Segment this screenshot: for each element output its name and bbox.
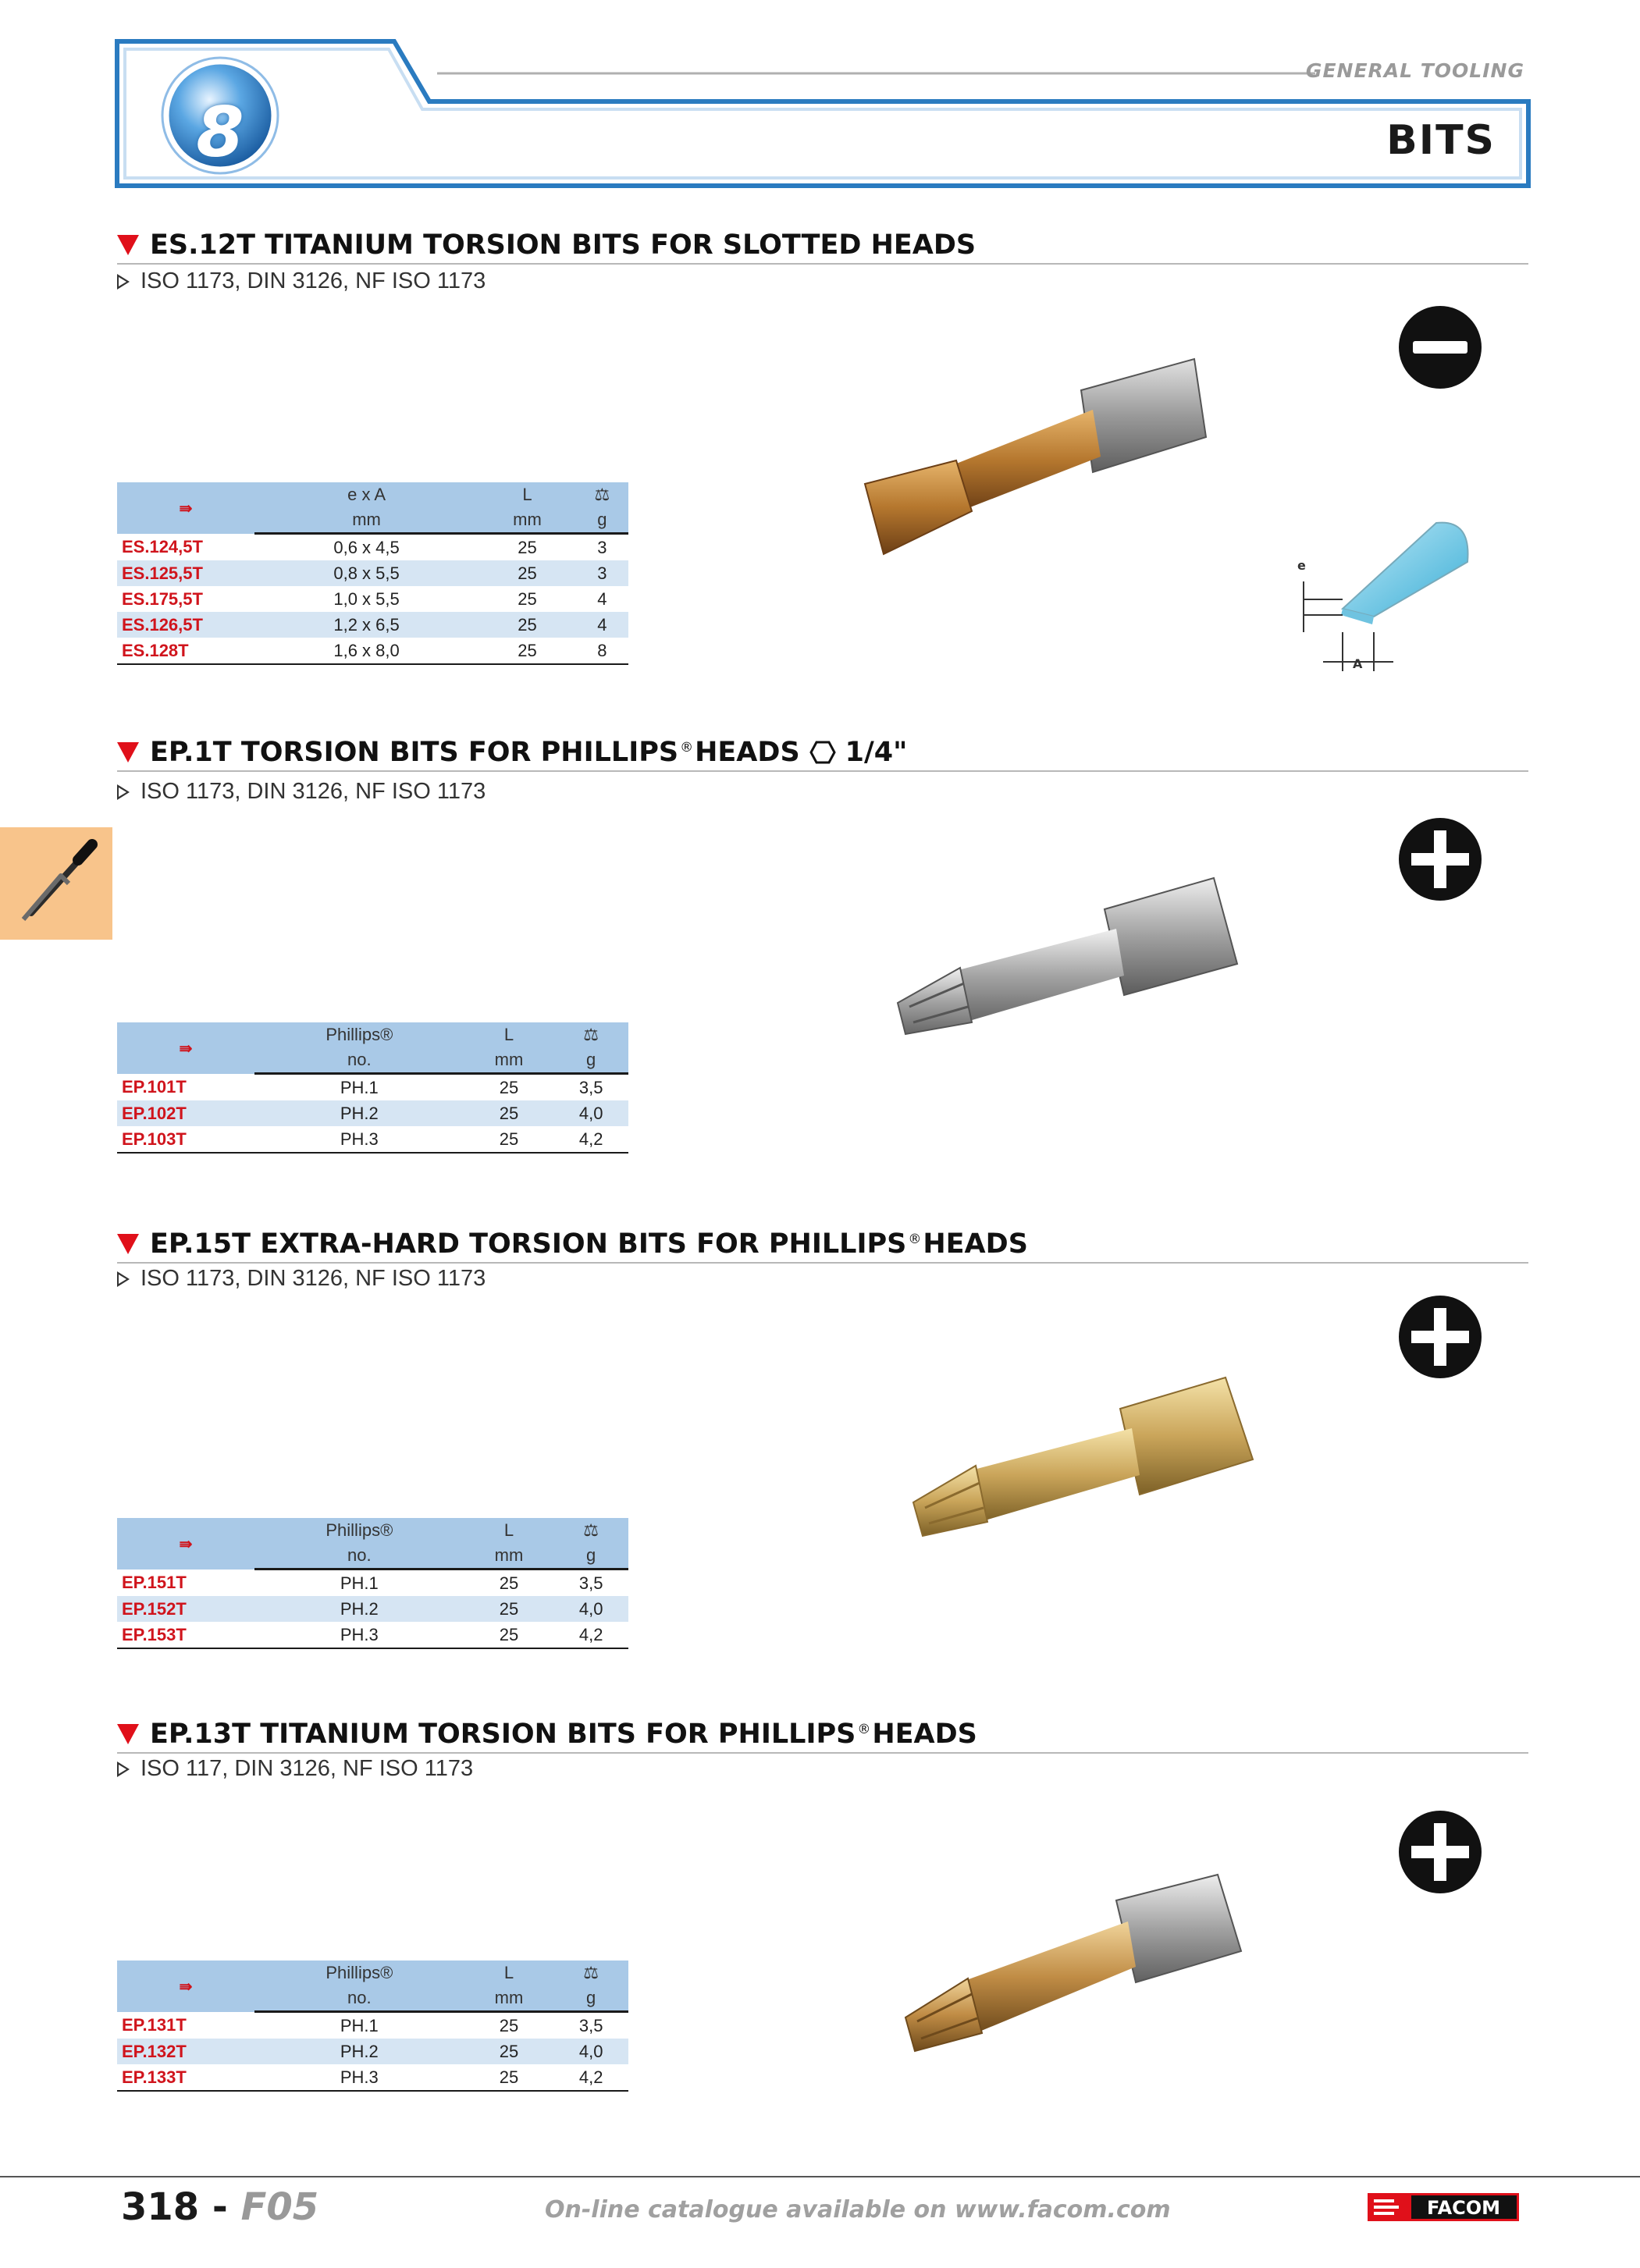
col-unit: mm — [478, 507, 576, 534]
weight-icon: ⚖ — [583, 1520, 599, 1540]
brand-logo-icon: ⇛ — [179, 499, 193, 517]
table-row: EP.103T PH.3 25 4,2 — [117, 1126, 628, 1153]
table-row: ES.124,5T 0,6 x 4,5 25 3 — [122, 536, 607, 557]
weight-icon: ⚖ — [594, 485, 610, 504]
table-header-row — [117, 482, 628, 507]
table-row: ES.128T 1,6 x 8,0 25 8 — [117, 638, 628, 664]
table-row: EP.131T PH.1 25 3,5 — [122, 2014, 603, 2035]
brand-logo-icon: ⇛ — [179, 1978, 193, 1996]
col-header: Phillips® — [326, 1025, 393, 1044]
section-divider — [117, 770, 1528, 772]
footer-divider — [0, 2176, 1640, 2177]
col-unit: mm — [464, 1047, 554, 1074]
open-triangle-icon — [117, 784, 130, 800]
section-title-ep13t: EP.13T TITANIUM TORSION BITS FOR PHILLIPS ® HEADS — [117, 1717, 977, 1751]
section-standards: ISO 1173, DIN 3126, NF ISO 1173 — [117, 268, 486, 294]
open-triangle-icon — [117, 1761, 130, 1777]
table-row: ES.125,5T 0,8 x 5,5 25 3 — [117, 560, 628, 586]
slot-tip-diagram — [1280, 515, 1491, 679]
section-standards: ISO 1173, DIN 3126, NF ISO 1173 — [117, 779, 486, 805]
footer-online-link[interactable]: On-line catalogue available on www.facom.com — [545, 2196, 1171, 2224]
spec-table-ep15t — [117, 1518, 628, 1649]
footer-page-number: 318 - F05 — [121, 2185, 319, 2229]
table-row: EP.152T PH.2 25 4,0 — [117, 1596, 628, 1622]
page-title: BITS — [1386, 117, 1496, 164]
dim-label-e: e — [1297, 558, 1306, 573]
section-divider — [117, 1752, 1528, 1754]
col-unit: mm — [254, 507, 478, 534]
table-row: EP.153T PH.3 25 4,2 — [117, 1622, 628, 1648]
table-row: ES.126,5T 1,2 x 6,5 25 4 — [117, 612, 628, 638]
section-standards: ISO 117, DIN 3126, NF ISO 1173 — [117, 1756, 473, 1782]
spec-table-ep13t — [117, 1961, 628, 2092]
col-header: Phillips® — [326, 1520, 393, 1540]
red-triangle-icon — [117, 235, 139, 255]
col-header: e x A — [347, 485, 386, 504]
chapter-number: 8 — [196, 92, 244, 172]
brand-logo-icon: ⇛ — [179, 1535, 193, 1553]
col-unit: mm — [464, 1985, 554, 2012]
side-tab — [0, 827, 112, 940]
red-triangle-icon — [117, 1234, 139, 1254]
header-category: GENERAL TOOLING — [1305, 59, 1524, 82]
col-unit: g — [553, 1047, 628, 1074]
table-header-row — [117, 1518, 628, 1543]
hexagon-drive-icon — [809, 741, 836, 764]
red-triangle-icon — [117, 742, 139, 763]
section-standards: ISO 1173, DIN 3126, NF ISO 1173 — [117, 1266, 486, 1292]
weight-icon: ⚖ — [583, 1025, 599, 1044]
col-header: L — [522, 485, 532, 504]
extra-hard-bit-image — [905, 1366, 1265, 1553]
col-unit: no. — [254, 1047, 464, 1074]
table-row: ES.175,5T 1,0 x 5,5 25 4 — [122, 588, 607, 609]
col-header: Phillips® — [326, 1963, 393, 1982]
spec-table-es12t — [117, 482, 628, 665]
phillips-head-icon — [1397, 1294, 1483, 1380]
dim-label-a: A — [1353, 656, 1363, 671]
section-divider — [117, 263, 1528, 265]
section-title-ep15t: EP.15T EXTRA-HARD TORSION BITS FOR PHILLIPS ® HEADS — [117, 1227, 1028, 1261]
section-title-ep1t: EP.1T TORSION BITS FOR PHILLIPS ® HEADS 1/4" — [117, 735, 907, 770]
phillips-head-icon — [1397, 1809, 1483, 1895]
weight-icon: ⚖ — [583, 1963, 599, 1982]
titanium-phillips-bit-image — [898, 1865, 1257, 2068]
phillips-bit-image — [890, 866, 1249, 1054]
screwdriver-key-icon — [0, 827, 112, 940]
table-header-row — [117, 1961, 628, 1985]
table-row: EP.151T PH.1 25 3,5 — [122, 1572, 603, 1593]
section-title-es12t: ES.12T TITANIUM TORSION BITS FOR SLOTTED HEADS — [117, 228, 976, 262]
table-row: EP.102T PH.2 25 4,0 — [117, 1100, 628, 1126]
spec-table-ep1t — [117, 1022, 628, 1154]
brand-name: FACOM — [1426, 2197, 1501, 2219]
table-header-row — [117, 1022, 628, 1047]
brand-logo-icon: ⇛ — [179, 1040, 193, 1058]
open-triangle-icon — [117, 274, 130, 290]
col-unit: g — [576, 507, 628, 534]
col-header: L — [503, 1520, 514, 1540]
facom-logo — [1368, 2193, 1519, 2221]
open-triangle-icon — [117, 1271, 130, 1287]
col-header: L — [503, 1025, 514, 1044]
red-triangle-icon — [117, 1724, 139, 1744]
col-unit: g — [553, 1543, 628, 1569]
footer-page-code: F05 — [240, 2185, 319, 2229]
phillips-head-icon — [1397, 816, 1483, 902]
col-unit: no. — [254, 1543, 464, 1569]
table-row: EP.133T PH.3 25 4,2 — [117, 2064, 628, 2091]
col-unit: mm — [464, 1543, 554, 1569]
table-row: EP.132T PH.2 25 4,0 — [117, 2039, 628, 2064]
table-row: EP.101T PH.1 25 3,5 — [122, 1076, 603, 1097]
section-divider — [117, 1262, 1528, 1264]
col-unit: no. — [254, 1985, 464, 2012]
slotted-bit-image — [859, 343, 1218, 562]
slotted-head-icon — [1397, 304, 1483, 390]
col-unit: g — [553, 1985, 628, 2012]
col-header: L — [503, 1963, 514, 1982]
